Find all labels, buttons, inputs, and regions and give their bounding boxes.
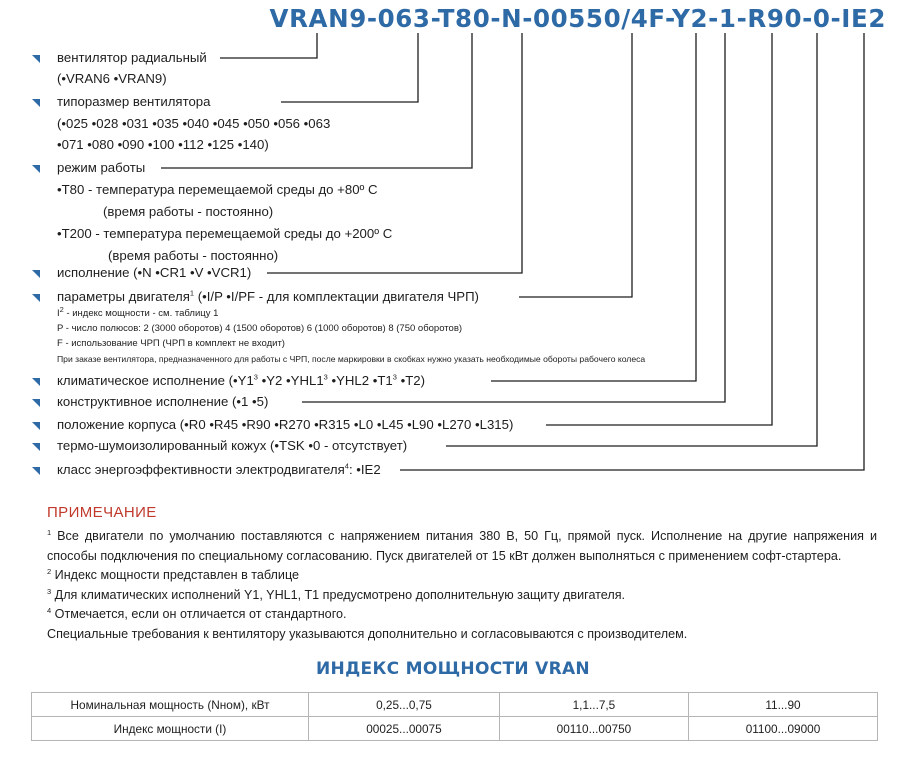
- table-cell: 11...90: [688, 693, 877, 717]
- note-5: Специальные требования к вентилятору указываются дополнительно и согласовываются с производителем.: [47, 626, 688, 641]
- legend-size-options-2: •071 •080 •090 •100 •112 •125 •140): [57, 137, 269, 152]
- note-2: $^2$ Индекс мощности представлен в таблице: [47, 566, 300, 582]
- connector-housing: [546, 33, 772, 425]
- table-cell-label: Номинальная мощность (Nном), кВт: [32, 693, 309, 717]
- model-code: VRAN9-063-T80-N-00550/4F-Y2-1-R90-0-IE2: [269, 4, 886, 33]
- power-index-table: [31, 692, 878, 741]
- triangle-marker-icon: [32, 399, 40, 407]
- notes-block: [47, 527, 877, 644]
- legend-execution: исполнение (•N •CR1 •V •VCR1): [57, 265, 252, 280]
- legend-mode-t80: •Т80 - температура перемещаемой среды до +80º С: [57, 182, 378, 197]
- legend-climate: климатическое исполнение ($•Y1^3$ •Y2 $•YHL1^3$ •YHL2 $•T1^3$ •T2): [57, 372, 426, 388]
- connector-fan-type: [220, 33, 317, 58]
- table-cell: 01100...09000: [688, 717, 877, 741]
- connector-climate: [491, 33, 696, 381]
- notes-title: ПРИМЕЧАНИЕ: [47, 504, 157, 521]
- legend-motor-vfd-note: При заказе вентилятора, предназначенного для работы с ЧРП, после маркировки в скобках нужно указать необходимые обороты рабочего колеса: [57, 354, 646, 364]
- triangle-marker-icon: [32, 294, 40, 302]
- legend-casing: термо-шумоизолированный кожух (•TSK •0 - отсутствует): [57, 438, 408, 453]
- note-3: $^3$ Для климатических исполнений Y1, YHL1, T1 предусмотрено дополнительную защиту двигателя.: [47, 586, 626, 602]
- triangle-marker-icon: [32, 270, 40, 278]
- triangle-marker-icon: [32, 467, 40, 475]
- legend-size: типоразмер вентилятора: [57, 94, 211, 109]
- table-cell: 0,25...0,75: [309, 693, 500, 717]
- note-1: $^1$ Все двигатели по умолчанию поставляются с напряжением питания 380 В, 50 Гц, прямой пуск. Исполнение на другие напряжения и способы подключения по специальному согласованию. Пуск двигателей от 15 кВт должен выполняться с применением софт-стартера.: [47, 527, 877, 563]
- legend-housing: положение корпуса (•R0 •R45 •R90 •R270 •R315 •L0 •L45 •L90 •L270 •L315): [57, 417, 514, 432]
- legend-motor-vfd: F - использование ЧРП (ЧРП в комплект не входит): [57, 338, 285, 349]
- connector-motor: [519, 33, 632, 297]
- triangle-marker-icon: [32, 165, 40, 173]
- legend-size-options-1: (•025 •028 •031 •035 •040 •045 •050 •056 •063: [57, 116, 331, 131]
- connector-size: [281, 33, 418, 102]
- legend-mode-t80-note: (время работы - постоянно): [103, 204, 274, 219]
- table-row: [32, 717, 878, 741]
- legend-motor-poles: P - число полюсов: 2 (3000 оборотов) 4 (1500 оборотов) 6 (1000 оборотов) 8 (750 оборотов): [57, 323, 463, 334]
- table-cell: 1,1...7,5: [499, 693, 688, 717]
- triangle-marker-icon: [32, 422, 40, 430]
- table-row: [32, 693, 878, 717]
- legend-mode-t200-note: (время работы - постоянно): [108, 248, 279, 263]
- table-cell: 00025...00075: [309, 717, 500, 741]
- table-cell: 00110...00750: [499, 717, 688, 741]
- legend-motor-index: $I^2$ - индекс мощности - см. таблицу 1: [57, 304, 219, 319]
- legend-mode-t200: •Т200 - температура перемещаемой среды до +200º С: [57, 226, 393, 241]
- legend-motor: параметры двигателя$^1$ (•I/P •I/PF - для комплектации двигателя ЧРП): [57, 288, 479, 304]
- legend-fan-type: вентилятор радиальный: [57, 50, 207, 65]
- triangle-marker-icon: [32, 443, 40, 451]
- triangle-marker-icon: [32, 55, 40, 63]
- connector-efficiency: [400, 33, 864, 470]
- note-4: $^4$ Отмечается, если он отличается от стандартного.: [47, 605, 347, 621]
- legend-design: конструктивное исполнение (•1 •5): [57, 394, 269, 409]
- table-cell-label: Индекс мощности (I): [32, 717, 309, 741]
- triangle-marker-icon: [32, 99, 40, 107]
- connector-casing: [446, 33, 817, 446]
- legend-efficiency: класс энергоэффективности электродвигателя$^4$: •IE2: [57, 461, 381, 477]
- triangle-marker-icon: [32, 378, 40, 386]
- connector-design: [302, 33, 725, 402]
- power-table-title: ИНДЕКС МОЩНОСТИ VRAN: [316, 659, 590, 679]
- legend-mode: режим работы: [57, 160, 146, 175]
- legend-fan-type-options: (•VRAN6 •VRAN9): [57, 71, 167, 86]
